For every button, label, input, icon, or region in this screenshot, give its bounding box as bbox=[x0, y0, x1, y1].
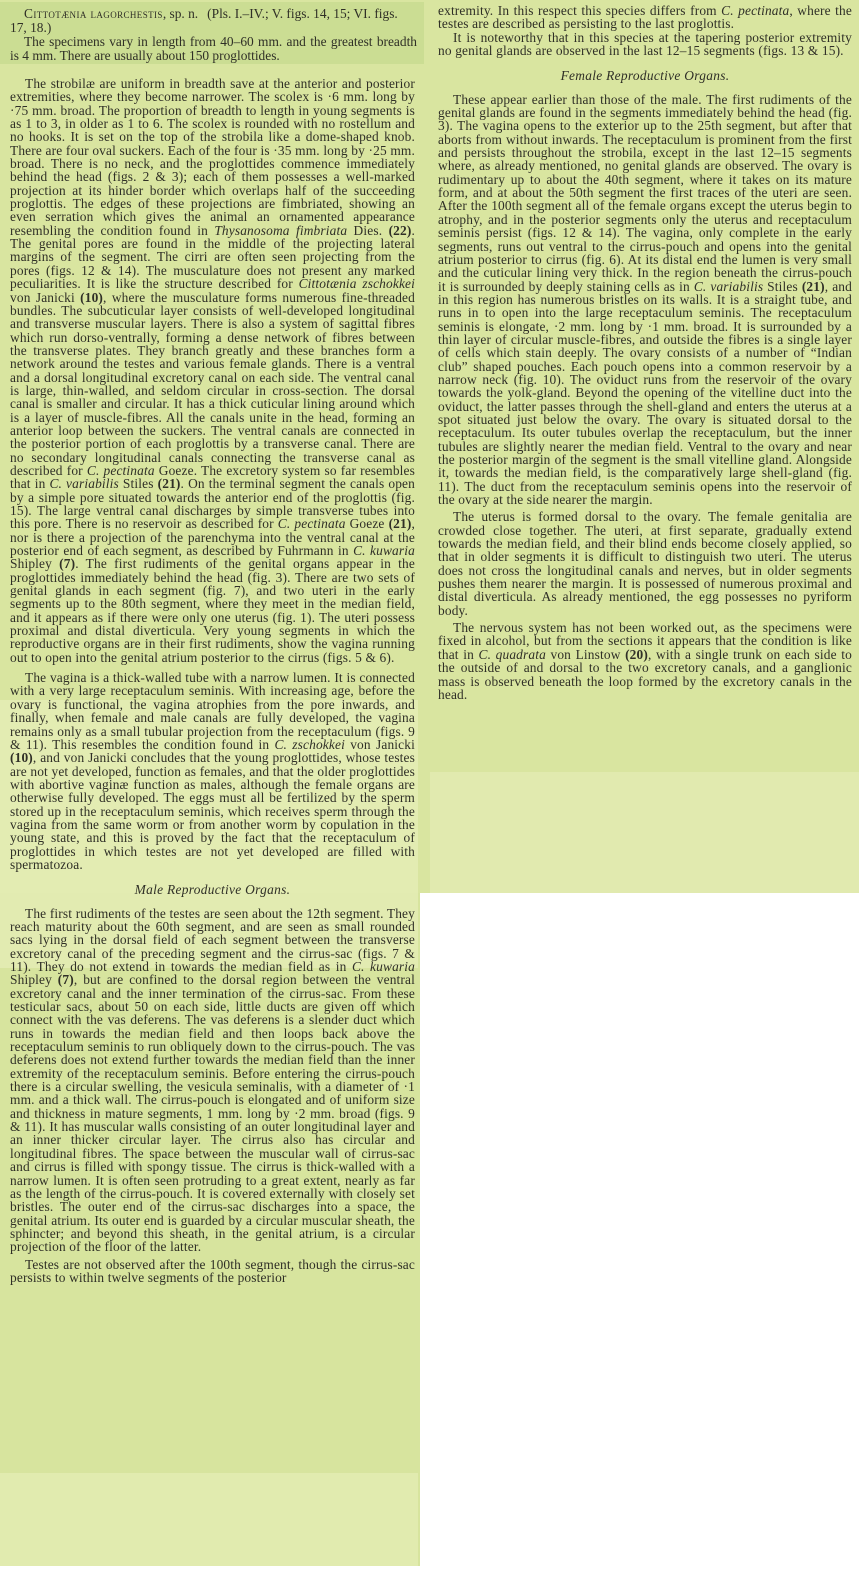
paragraph-testes-continued: Testes are not observed after the 100th segment, though the cirrus-sac persists to within twelve segments of the posterior bbox=[10, 1256, 415, 1285]
paragraph-uterus: The uterus is formed dorsal to the ovary. The female genitalia are crowded close together. The uteri, at first separate, gradually extend towards the median field, and their blind ends become closely applied, so that in older segments it is difficult to distinguish two uteri. The uterus does not cross the longitudinal canals and nerves, but in older segments pushes them nearer the margin. It is possessed of numerous proximal and distal diverticula. As already mentioned, the egg possesses no pyriform body. bbox=[438, 509, 852, 618]
species-name: Cittotænia lagorchestis bbox=[24, 6, 163, 21]
paragraph-specimens: The specimens vary in length from 40–60 mm. and the greatest breadth is 4 mm. There are usually about 150 proglottides. bbox=[10, 34, 417, 63]
paragraph-noteworthy: It is noteworthy that in this species at the tapering posterior extremity no genital glands are observed in the last 12–15 segments (figs. 13 & 15). bbox=[438, 29, 852, 59]
section-heading-male: Male Reproductive Organs. bbox=[134, 882, 291, 898]
paragraph-nervous-system: The nervous system has not been worked out, as the specimens were fixed in alcohol, but from the sections it appears that the condition is like that in C. quadrata von Linstow (20), with a single trunk on each side to the outside of and dorsal to the two excretory canals, and a ganglionic mass is observed beneath the loop formed by the excretory canals in the head. bbox=[438, 620, 852, 702]
title-block bbox=[10, 7, 417, 76]
scan-tint-light-block-2 bbox=[0, 1473, 418, 1566]
right-column bbox=[438, 4, 852, 701]
article-title bbox=[10, 7, 417, 34]
species-designation: , sp. n. bbox=[162, 6, 199, 21]
scan-tint-light-block-3 bbox=[430, 772, 859, 893]
left-column bbox=[10, 77, 415, 1284]
paragraph-vagina: The vagina is a thick-walled tube with a narrow lumen. It is connected with a very large receptaculum seminis. With increasing age, before the ovary is functional, the vagina atrophies from the pore inwards, and finally, when female and male canals are fully developed, the vagina remains only as a small tubular projection from the receptaculum (figs. 9 & 11). This resembles the condition found in C. zschokkei von Janicki (10), and von Janicki concludes that the young proglottides, whose testes are not yet developed, function as females, and that the older proglottides with abortive vaginæ function as males, although the female organs are otherwise fully developed. The eggs must all be fertilized by the sperm stored up in the receptaculum seminis, which receives sperm through the vagina from the same worm or from another worm by copulation in the young state, and this is proved by the fact that the receptaculum of proglottides in which testes are not yet developed are filled with spermatozoa. bbox=[10, 670, 415, 872]
paragraph-female-organs: These appear earlier than those of the male. The first rudiments of the genital glands are found in the segments immediately behind the head (fig. 3). The vagina opens to the exterior up to the 25th segment, but after that aborts from without inwards. The receptaculum is prominent from the first and persists throughout the strobila, except in the last 12–15 segments where, as already mentioned, no genital glands are observed. The ovary is rudimentary up to about the 40th segment, where it takes on its mature form, and at about the 50th segment the first traces of the uteri are seen. After the 100th segment all of the female organs except the uterus begin to atrophy, and in the posterior segments only the uterus and receptaculum seminis persist (figs. 12 & 14). The vagina, only complete in the early segments, runs out ventral to the cirrus-pouch and opens into the genital atrium posterior to cirrus (fig. 6). At its distal end the lumen is very small and the cuticular lining very thick. In the region beneath the cirrus-pouch it is surrounded by deeply staining cells as in C. variabilis Stiles (21), and in this region has numerous bristles on its walls. It is a straight tube, and runs in to open into the large receptaculum seminis. The receptaculum seminis is elongate, ·2 mm. long by ·1 mm. broad. It is surrounded by a thin layer of circular muscle-fibres, and outside the fibres is a single layer of cells which stain deeply. The ovary consists of a number of “Indian club” shaped pouches. Each pouch opens into a common reservoir by a narrow neck (fig. 10). The oviduct runs from the reservoir of the ovary towards the yolk-gland. Beyond the opening of the vitelline duct into the oviduct, the latter passes through the shell-gland and enters the uterus at a spot situated just below the ovary. The ovary is situated dorsal to the receptaculum. Its outer tubules overlap the receptaculum, but the inner tubules are slightly nearer the median field. Ventral to the ovary and near the posterior margin of the segment is the small vitelline gland. Alongside it, towards the median field, is the comparatively large shell-gland (fig. 11). The duct from the receptaculum seminis opens into the reservoir of the ovary at the side nearer the margin. bbox=[438, 91, 852, 508]
paragraph-continuation: extremity. In this respect this species differs from C. pectinata, where the testes are described as persisting to the last proglottis. bbox=[438, 3, 852, 32]
paragraph-male-organs: The first rudiments of the testes are seen about the 12th segment. They reach maturity about the 60th segment, and are seen as small rounded sacs lying in the dorsal field of each segment between the transverse excretory canal of the preceding segment and the cirrus-sac (figs. 7 & 11). They do not extend in towards the median field as in C. kuwaria Shipley (7), but are confined to the dorsal region between the ventral excretory canal and the inner termination of the cirrus-sac. From these testicular sacs, about 50 on each side, little ducts are given off which connect with the vas deferens. The vas deferens is a slender duct which runs in towards the median field and then loops back above the receptaculum seminis to run obliquely down to the cirrus-pouch. The vas deferens does not extend further towards the median field than the inner extremity of the receptaculum seminis. Before entering the cirrus-pouch there is a circular swelling, the vesicula seminalis, with a diameter of ·1 mm. and a thick wall. The cirrus-pouch is elongated and of uniform size and thickness in mature segments, 1 mm. long by ·2 mm. broad (figs. 9 & 11). It has muscular walls consisting of an outer longitudinal layer and an inner thicker circular layer. The cirrus also has circular and longitudinal fibres. The space between the muscular wall of cirrus-sac and cirrus is filled with spongy tissue. The cirrus is thick-walled with a narrow lumen. It is often seen protruding to a great extent, nearly as far as the length of the cirrus-pouch. It is covered externally with closely set bristles. The outer end of the cirrus-sac discharges into a space, the genital atrium. Its outer end is guarded by a circular muscular sheath, the sphincter; and beyond this sheath, in the genital atrium, is a circular projection of the floor of the latter. bbox=[10, 905, 415, 1255]
plates-reference: (Pls. I.–IV.; V. figs. 14, 15; VI. figs. 17, 18.) bbox=[10, 6, 398, 35]
paragraph-morphology: The strobilæ are uniform in breadth save at the anterior and posterior extremities, where they become narrower. The scolex is ·6 mm. long by ·75 mm. broad. The proportion of breadth to length in young segments is as 1 to 3, in older as 1 to 6. The scolex is rounded with no rostellum and no hooks. It is set on the top of the strobila like a dome-shaped knob. There are four oval suckers. Each of the four is ·35 mm. long by ·25 mm. broad. There is no neck, and the proglottides commence immediately behind the head (figs. 2 & 3); each of them possesses a well-marked projection at its hinder border which overlaps half of the succeeding proglottis. The edges of these projections are fimbriated, showing an even serration which gives the animal an ornamented appearance resembling the condition found in Thysanosoma fimbriata Dies. (22). The genital pores are found in the middle of the projecting lateral margins of the segment. The cirri are often seen projecting from the pores (figs. 12 & 14). The musculature does not present any marked peculiarities. It is like the structure described for Cittotænia zschokkei von Janicki (10), where the musculature forms numerous fine-threaded bundles. The subcuticular layer consists of well-developed longitudinal and transverse muscular layers. There is also a system of sagittal fibres which run dorso-ventrally, forming a dense network of fibres between the transverse plates. They branch greatly and these branches form a network around the testes and various female glands. There is a ventral and a dorsal longitudinal excretory canal on each side. The ventral canal is large, thin-walled, and seldom circular in cross-section. The dorsal canal is smaller and circular. It has a thick cuticular lining around which is a layer of muscle-fibres. All the canals unite in the head, forming an anterior loop between the suckers. The ventral canals are connected in the posterior portion of each proglottis by a transverse canal. There are no secondary longitudinal canals connecting the transverse canal as described for C. pectinata Goeze. The excretory system so far resembles that in C. variabilis Stiles (21). On the terminal segment the canals open by a simple pore situated towards the anterior end of the proglottis (fig. 15). The large ventral canal discharges by simple transverse tubes into this pore. There is no reservoir as described for C. pectinata Goeze (21), nor is there a projection of the parenchyma into the ventral canal at the posterior end of each segment, as described by Fuhrmann in C. kuwaria Shipley (7). The first rudiments of the genital organs appear in the proglottides immediately behind the head (fig. 3). There are two sets of genital glands in each segment (fig. 7), and two uteri in the early segments up to the 80th segment, where they meet in the median field, and it appears as if there were only one uterus (fig. 1). The uteri possess proximal and distal diverticula. Very young segments in which the reproductive organs are in their first rudiments, show the vagina running out to open into the genital atrium posterior to the cirrus (figs. 5 & 6). bbox=[10, 76, 416, 665]
section-heading-female: Female Reproductive Organs. bbox=[560, 68, 730, 84]
